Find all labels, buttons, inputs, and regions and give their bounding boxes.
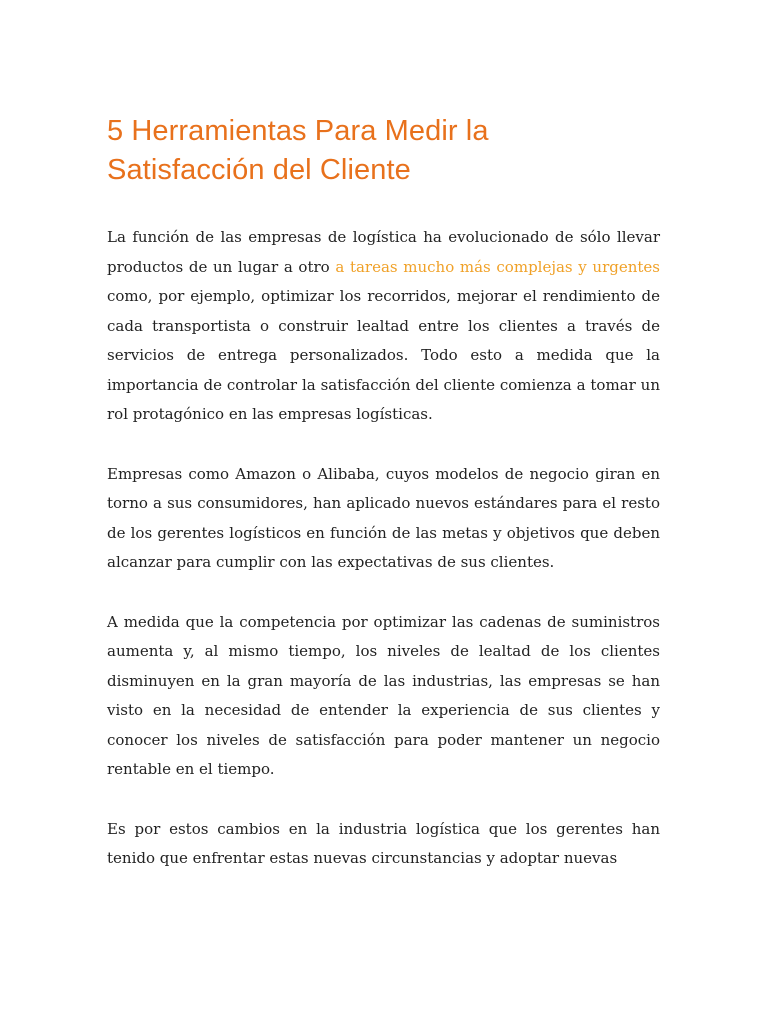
paragraph-3: A medida que la competencia por optimizar las cadenas de suministros aumenta y, al mismo tiempo, los niveles de lealtad de los clientes disminuyen en la gran mayoría de las industrias, las empresas se han visto en la necesidad de entender la experiencia de sus clientes y conocer los niveles de satisfacción para poder mantener un negocio rentable en el tiempo. bbox=[107, 612, 660, 778]
article-title-line-1: 5 Herramientas Para Medir la bbox=[107, 115, 489, 147]
complex-tasks-link[interactable]: a tareas mucho más complejas y urgentes bbox=[335, 257, 660, 276]
paragraph-4: Es por estos cambios en la industria logística que los gerentes han tenido que enfrentar estas nuevas circunstancias y adoptar nuevas bbox=[107, 819, 660, 867]
article bbox=[107, 112, 660, 904]
paragraph-1-text-end: como, por ejemplo, optimizar los recorridos, mejorar el rendimiento de cada transportista o construir lealtad entre los clientes a través de servicios de entrega personalizados. Todo esto a medida que la importancia de controlar la satisfacción del cliente comienza a tomar un rol protagónico en las empresas logísticas. bbox=[107, 287, 660, 423]
article-title bbox=[107, 112, 660, 190]
paragraph-1-text-start: La función de las empresas de logística ha evolucionado de sólo llevar productos de un lugar a otro bbox=[107, 228, 660, 276]
paragraph-1 bbox=[107, 223, 660, 430]
article-title-line-2: Satisfacción del Cliente bbox=[107, 154, 411, 186]
paragraph-2: Empresas como Amazon o Alibaba, cuyos modelos de negocio giran en torno a sus consumidores, han aplicado nuevos estándares para el resto de los gerentes logísticos en función de las metas y objetivos que deben alcanzar para cumplir con las expectativas de sus clientes. bbox=[107, 464, 660, 571]
